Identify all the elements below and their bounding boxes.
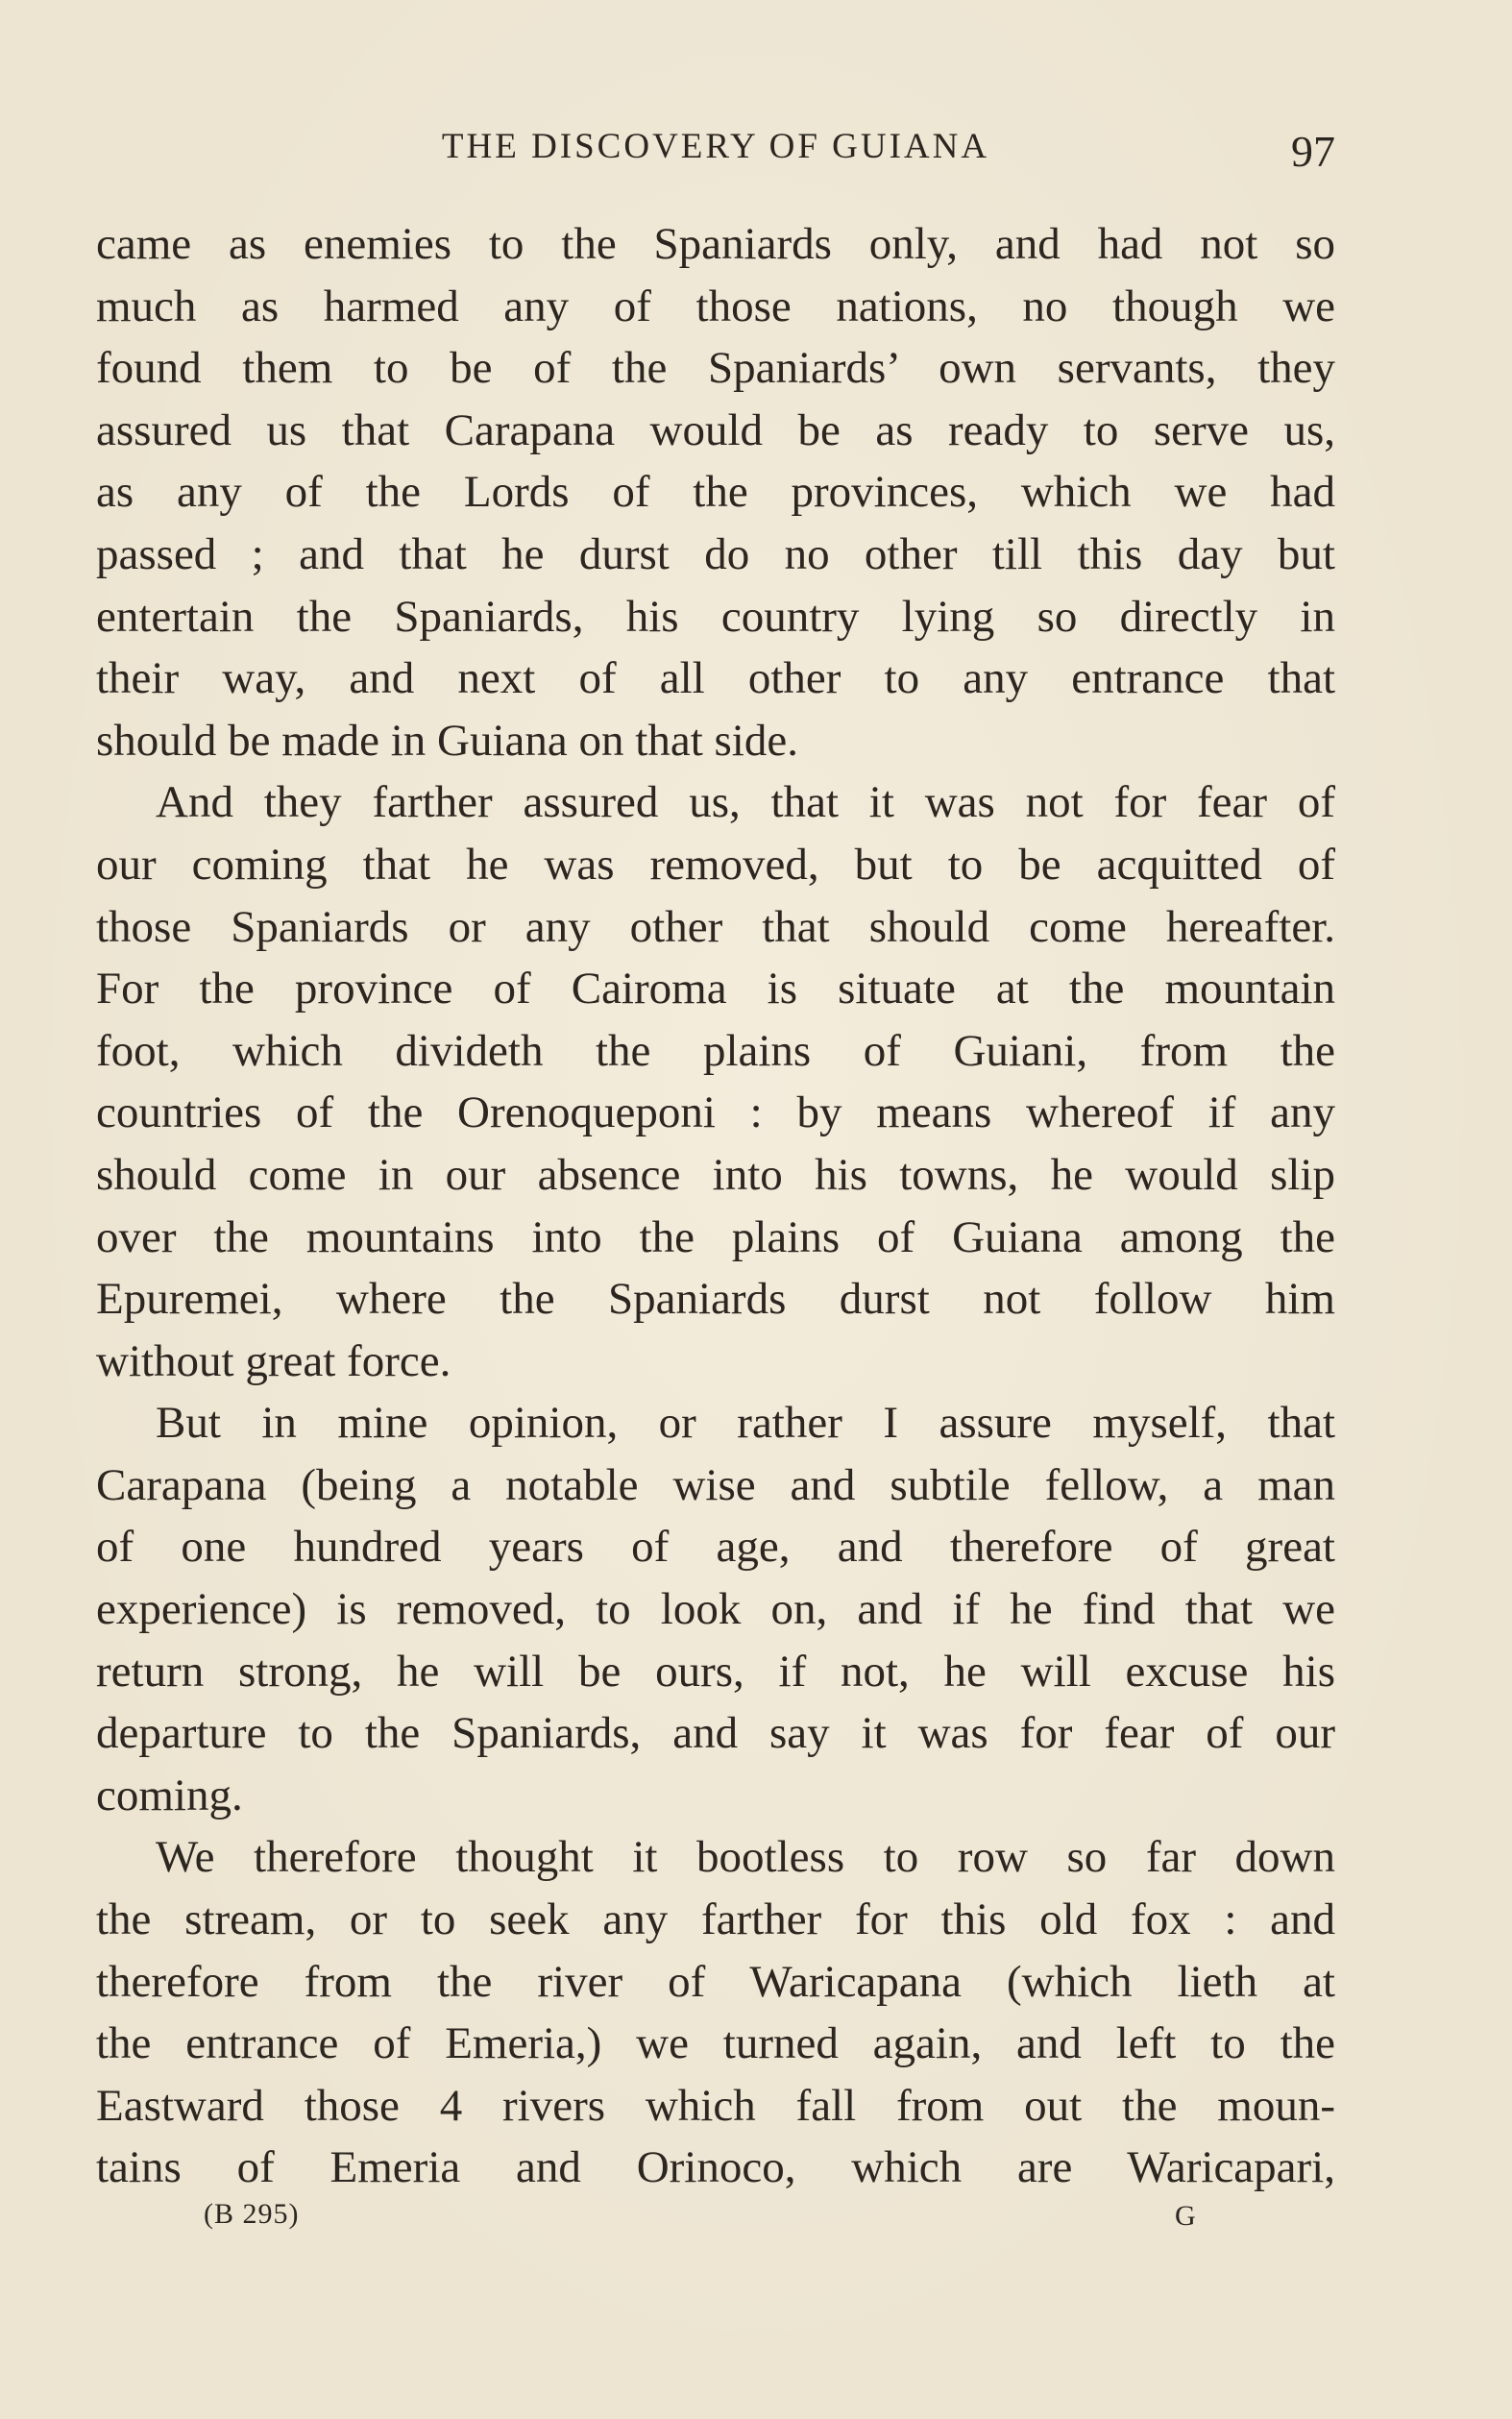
page-number: 97 bbox=[1291, 127, 1335, 176]
text-line: found them to be of the Spaniards’ own servants, they bbox=[96, 343, 1335, 394]
running-title: THE DISCOVERY OF GUIANA bbox=[441, 127, 990, 166]
text-line: departure to the Spaniards, and say it was for fear of our bbox=[96, 1708, 1335, 1759]
text-line: But in mine opinion, or rather I assure myself, that bbox=[156, 1398, 1335, 1449]
text-line: should be made in Guiana on that side. bbox=[96, 715, 798, 766]
text-line: therefore from the river of Waricapana (which lieth at bbox=[96, 1956, 1335, 2007]
text-line: We therefore thought it bootless to row so far down bbox=[156, 1832, 1335, 1883]
text-line: And they farther assured us, that it was not for fear of bbox=[156, 777, 1335, 828]
text-line: those Spaniards or any other that should come hereafter. bbox=[96, 901, 1335, 952]
text-line: For the province of Cairoma is situate at the mountain bbox=[96, 964, 1335, 1014]
text-line: their way, and next of all other to any entrance that bbox=[96, 653, 1335, 704]
text-line: passed ; and that he durst do no other till this day but bbox=[96, 528, 1335, 579]
signature-mark: (B 295) bbox=[204, 2198, 300, 2230]
text-line: as any of the Lords of the provinces, which we had bbox=[96, 467, 1335, 518]
text-line: Carapana (being a notable wise and subtile fellow, a man bbox=[96, 1459, 1335, 1510]
text-line: assured us that Carapana would be as ready to serve us, bbox=[96, 404, 1335, 455]
text-line: over the mountains into the plains of Guiana among the bbox=[96, 1211, 1335, 1262]
text-line: the stream, or to seek any farther for this old fox : and bbox=[96, 1894, 1335, 1945]
text-line: coming. bbox=[96, 1770, 243, 1820]
text-line: Epuremei, where the Spaniards durst not follow him bbox=[96, 1274, 1335, 1325]
text-line: countries of the Orenoqueponi : by means whereof if any bbox=[96, 1087, 1335, 1138]
text-line: of one hundred years of age, and therefore of great bbox=[96, 1522, 1335, 1573]
sheet-letter: G bbox=[1175, 2200, 1196, 2232]
text-line: much as harmed any of those nations, no though we bbox=[96, 281, 1335, 331]
text-line: return strong, he will be ours, if not, he will excuse his bbox=[96, 1646, 1335, 1697]
text-line: experience) is removed, to look on, and if he find that we bbox=[96, 1584, 1335, 1635]
running-head bbox=[96, 123, 1335, 181]
body-text bbox=[96, 213, 1335, 2199]
text-line: tains of Emeria and Orinoco, which are Waricapari, bbox=[96, 2142, 1335, 2193]
text-line: came as enemies to the Spaniards only, and had not so bbox=[96, 219, 1335, 269]
text-line: Eastward those 4 rivers which fall from out the moun- bbox=[96, 2080, 1335, 2131]
text-line: the entrance of Emeria,) we turned again, and left to the bbox=[96, 2018, 1335, 2069]
text-line: without great force. bbox=[96, 1335, 451, 1386]
text-line: should come in our absence into his towns, he would slip bbox=[96, 1149, 1335, 1200]
text-line: foot, which divideth the plains of Guiani, from the bbox=[96, 1025, 1335, 1076]
text-line: our coming that he was removed, but to be acquitted of bbox=[96, 839, 1335, 890]
text-line: entertain the Spaniards, his country lying so directly in bbox=[96, 591, 1335, 642]
page-footer bbox=[96, 2195, 1335, 2234]
